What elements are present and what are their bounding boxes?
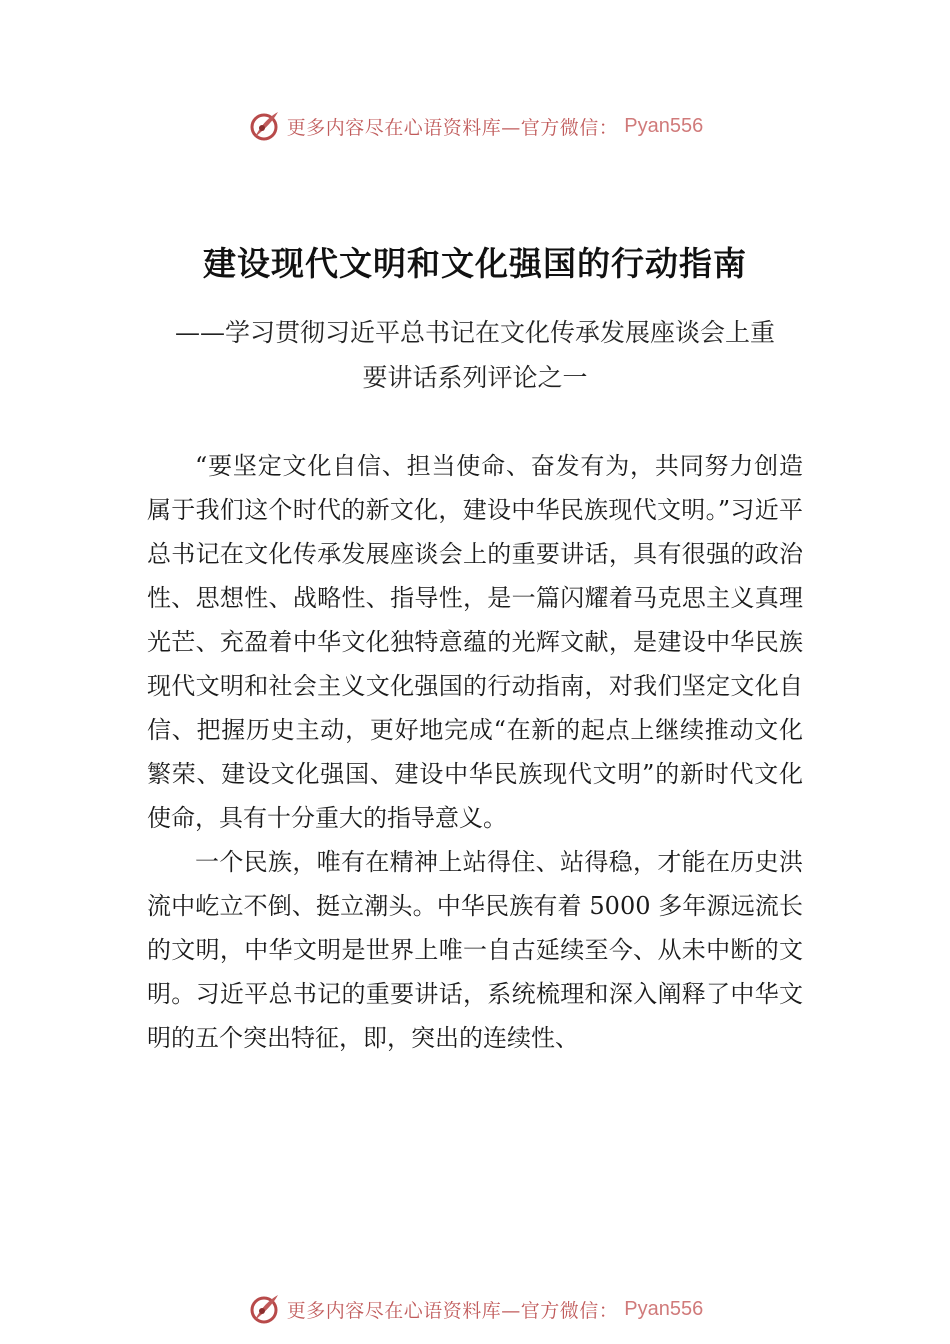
banner-text: 更多内容尽在心语资料库—官方微信：: [286, 1299, 619, 1322]
document-title: 建设现代文明和文化强国的行动指南: [203, 244, 747, 283]
banner-text: 更多内容尽在心语资料库—官方微信：: [286, 116, 619, 139]
paragraph: 一个民族，唯有在精神上站得住、站得稳，才能在历史洪流中屹立不倒、挺立潮头。中华民族有着 5000 多年源远流长的文明，中华文明是世界上唯一自古延续至今、从未中断的文明。习近平总书记的重要讲话，系统梳理和深入阐释了中华文明的五个突出特征，即，突出的连续性、: [147, 848, 803, 1052]
wechat-id: Pyan556: [624, 114, 704, 137]
header-banner: [0, 106, 950, 146]
quill-seal-icon: [247, 1292, 281, 1326]
subtitle-line-1: ——学习贯彻习近平总书记在文化传承发展座谈会上重: [174, 318, 775, 347]
paragraph: “要坚定文化自信、担当使命、奋发有为，共同努力创造属于我们这个时代的新文化，建设中华民族现代文明。”习近平总书记在文化传承发展座谈会上的重要讲话，具有很强的政治性、思想性、战略性、指导性，是一篇闪耀着马克思主义真理光芒、充盈着中华文化独特意蕴的光辉文献，是建设中华民族现代文明和社会主义文化强国的行动指南，对我们坚定文化自信、把握历史主动，更好地完成“在新的起点上继续推动文化繁荣、建设文化强国、建设中华民族现代文明”的新时代文化使命，具有十分重大的指导意义。: [147, 452, 803, 832]
subtitle-line-2: 要讲话系列评论之一: [362, 363, 588, 392]
article-body: [147, 444, 803, 1060]
wechat-id: Pyan556: [624, 1297, 704, 1320]
quill-seal-icon: [247, 109, 281, 143]
footer-banner: [0, 1289, 950, 1329]
